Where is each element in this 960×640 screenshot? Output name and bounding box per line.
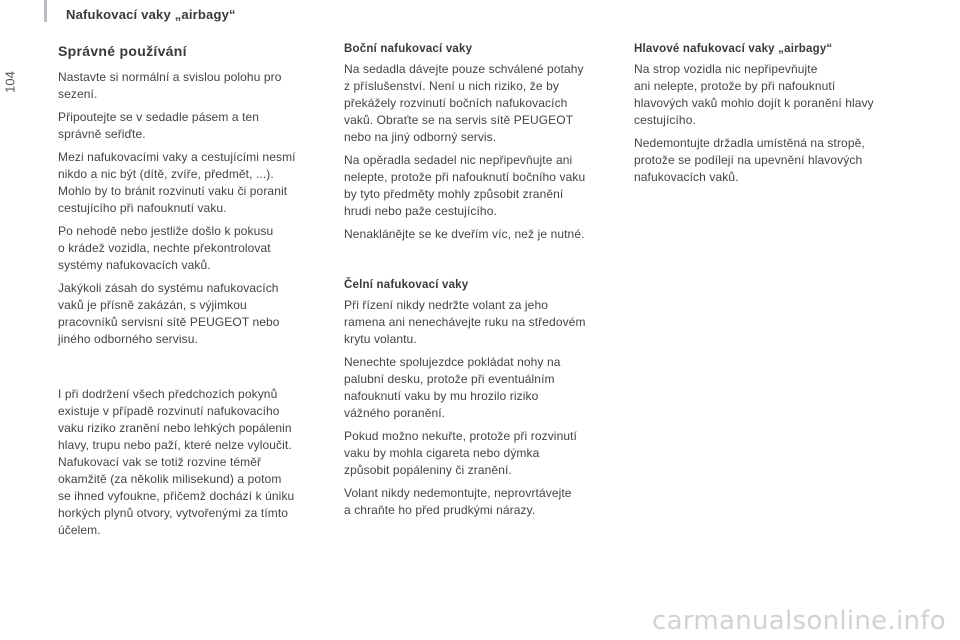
header-accent-bar (44, 0, 47, 22)
paragraph: Pokud možno nekuřte, protože při rozvinutí vaku by mohla cigareta nebo dýmka způsobit popáleniny či zranění. (344, 429, 577, 477)
paragraph: Připoutejte se v sedadle pásem a ten správně seřiďte. (58, 110, 260, 141)
paragraph: Mezi nafukovacími vaky a cestujícími nesmí nikdo a nic být (dítě, zvíře, předmět, ...). Mohlo by to bránit rozvinutí vaku či poranit cestujícího při nafouknutí vaku. (58, 150, 296, 215)
paragraph: Volant nikdy nedemontujte, neprovrtávejte a chraňte ho před prudkými nárazy. (344, 486, 572, 517)
paragraph: Na opěradla sedadel nic nepřipevňujte ani nelepte, protože při nafouknutí bočního vaku by tyto předměty mohly způsobit zranění hrudi nebo paže cestujícího. (344, 153, 586, 218)
paragraph: Nedemontujte držadla umístěná na stropě, protože se podílejí na upevnění hlavových nafukovacích vaků. (634, 136, 865, 184)
watermark-text: carmanualsonline.info (651, 606, 946, 636)
paragraph: Nenechte spolujezdce pokládat nohy na palubní desku, protože při eventuálním nafouknutí vaku by mu hrozilo riziko vážného poranění. (344, 355, 561, 420)
middle-column (344, 43, 614, 525)
page-header-title: Nafukovací vaky „airbagy“ (66, 7, 236, 22)
paragraph: Jakýkoli zásah do systému nafukovacích vaků je přísně zakázán, s výjimkou pracovníků servisní sítě PEUGEOT nebo jiného odborného servisu. (58, 281, 280, 346)
paragraph: Při řízení nikdy nedržte volant za jeho ramena ani nenechávejte ruku na středovém krytu volantu. (344, 298, 586, 346)
section-heading-proper-use: Správné používání (58, 43, 187, 59)
paragraph: Na strop vozidla nic nepřipevňujte ani nelepte, protože by při nafouknutí hlavových vaků mohlo dojít k poranění hlavy cestujícího. (634, 62, 874, 127)
spacer (344, 249, 614, 279)
paragraph: Nenaklánějte se ke dveřím víc, než je nutné. (344, 227, 585, 241)
paragraph-warning: I při dodržení všech předchozích pokynů existuje v případě rozvinutí nafukovacího vaku riziko zranění nebo lehkých popálenin hlavy, trupu nebo paží, které nelze vyloučit. Nafukovací vak se totiž rozvine téměř okamžitě (za několik milisekund) a potom se ihned vyfoukne, přičemž dochází k úniku horkých plynů otvory, vytvořenými za tímto účelem. (58, 387, 295, 537)
section-heading-side-airbags: Boční nafukovací vaky (344, 43, 473, 55)
right-column (634, 43, 904, 192)
spacer (58, 354, 328, 386)
paragraph: Nastavte si normální a svislou polohu pro sezení. (58, 70, 282, 101)
paragraph: Na sedadla dávejte pouze schválené potahy z příslušenství. Není u nich riziko, že by překážely rozvinutí bočních nafukovacích vaků. Obraťte se na servis sítě PEUGEOT nebo na jiný odborný servis. (344, 62, 584, 144)
left-column (58, 43, 328, 545)
page-number: 104 (2, 71, 18, 93)
section-heading-front-airbags: Čelní nafukovací vaky (344, 279, 469, 291)
section-heading-curtain-airbags: Hlavové nafukovací vaky „airbagy“ (634, 43, 833, 55)
paragraph: Po nehodě nebo jestliže došlo k pokusu o krádež vozidla, nechte překontrolovat systémy nafukovacích vaků. (58, 224, 274, 272)
